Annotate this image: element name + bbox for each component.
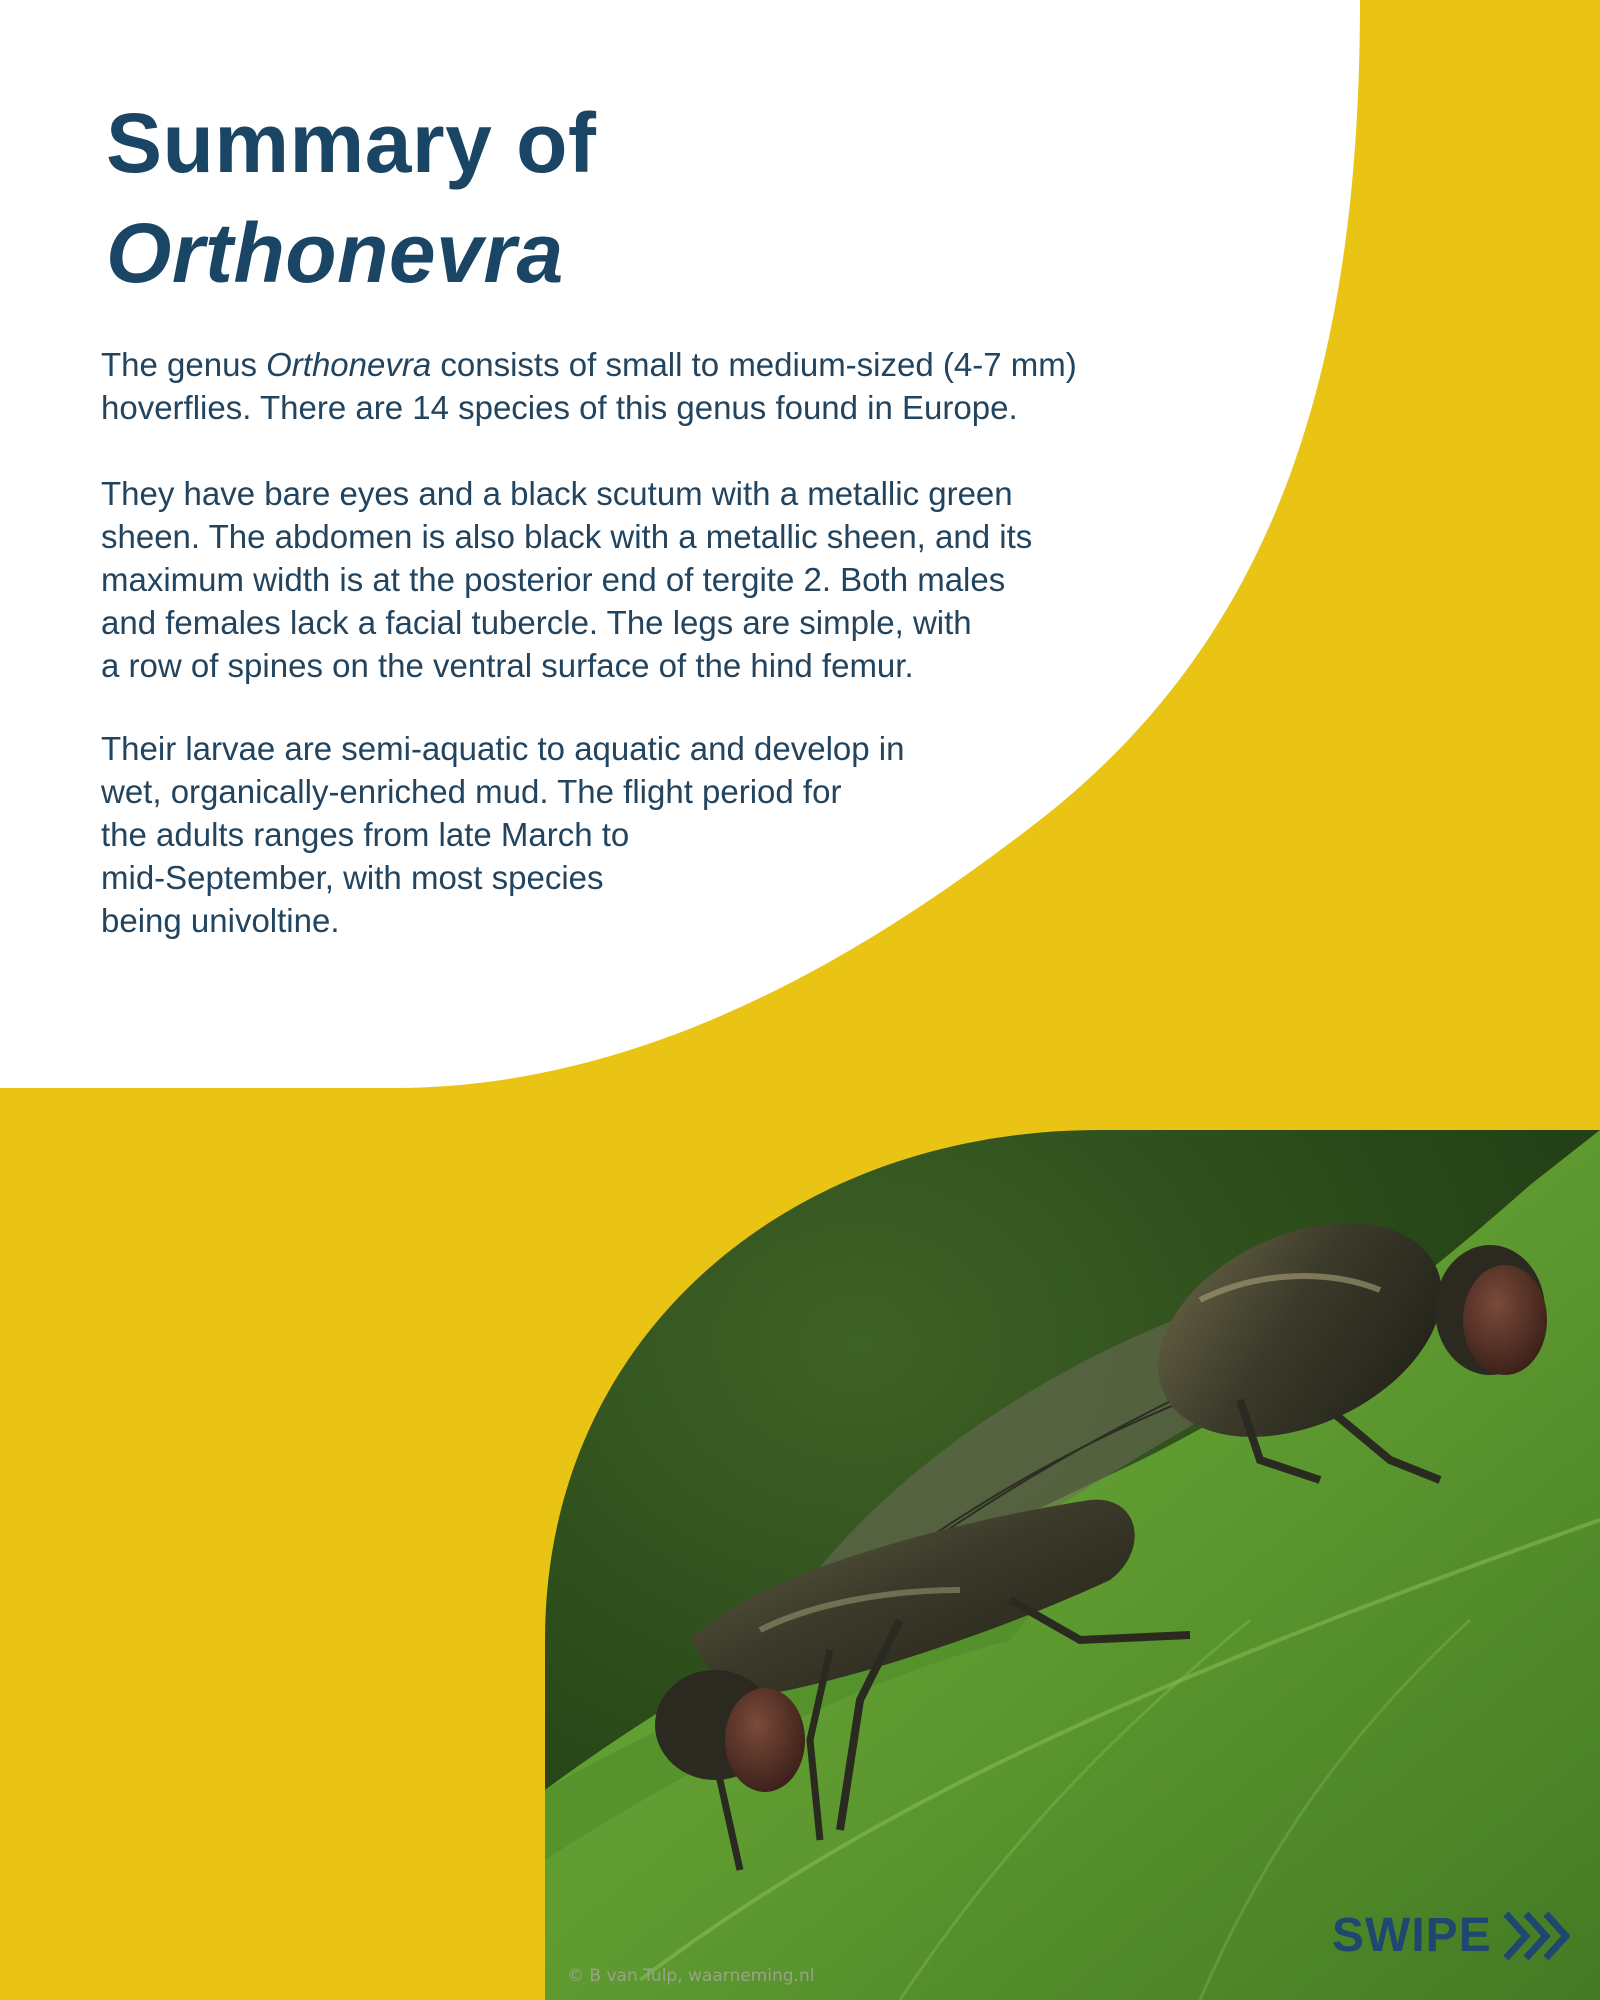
- morphology-line-3: maximum width is at the posterior end of tergite 2. Both males: [101, 561, 1006, 598]
- hoverfly-photo: [540, 1125, 1600, 2000]
- intro-line-1: [101, 343, 1301, 386]
- intro-line-2: hoverflies. There are 14 species of this genus found in Europe.: [101, 389, 1018, 426]
- biology-line-4: mid-September, with most species: [101, 859, 604, 896]
- swipe-label: SWIPE: [1332, 1909, 1492, 1962]
- title-genus-name: Orthonevra: [106, 206, 564, 300]
- intro-text-pre: The genus: [101, 346, 267, 383]
- morphology-line-2: sheen. The abdomen is also black with a metallic sheen, and its: [101, 518, 1033, 555]
- swipe-button[interactable]: [1332, 1906, 1570, 1966]
- biology-line-5: being univoltine.: [101, 902, 340, 939]
- biology-paragraph: [101, 727, 1301, 942]
- morphology-paragraph: [101, 472, 1301, 687]
- photo-credit: © B van Tulp, waarneming.nl: [567, 1966, 815, 1986]
- morphology-line-1: They have bare eyes and a black scutum with a metallic green: [101, 475, 1013, 512]
- morphology-line-4: and females lack a facial tubercle. The legs are simple, with: [101, 604, 972, 641]
- page-title: [106, 88, 596, 308]
- intro-paragraph: [101, 343, 1301, 429]
- genus-italic: Orthonevra: [266, 346, 432, 383]
- morphology-line-5: a row of spines on the ventral surface of the hind femur.: [101, 647, 914, 684]
- title-line-1: Summary of: [106, 96, 597, 190]
- triple-chevron-right-icon: [1502, 1908, 1570, 1964]
- intro-text-post: consists of small to medium-sized (4-7 mm): [431, 346, 1077, 383]
- biology-line-1: Their larvae are semi-aquatic to aquatic and develop in: [101, 730, 905, 767]
- biology-line-3: the adults ranges from late March to: [101, 816, 630, 853]
- biology-line-2: wet, organically-enriched mud. The flight period for: [101, 773, 842, 810]
